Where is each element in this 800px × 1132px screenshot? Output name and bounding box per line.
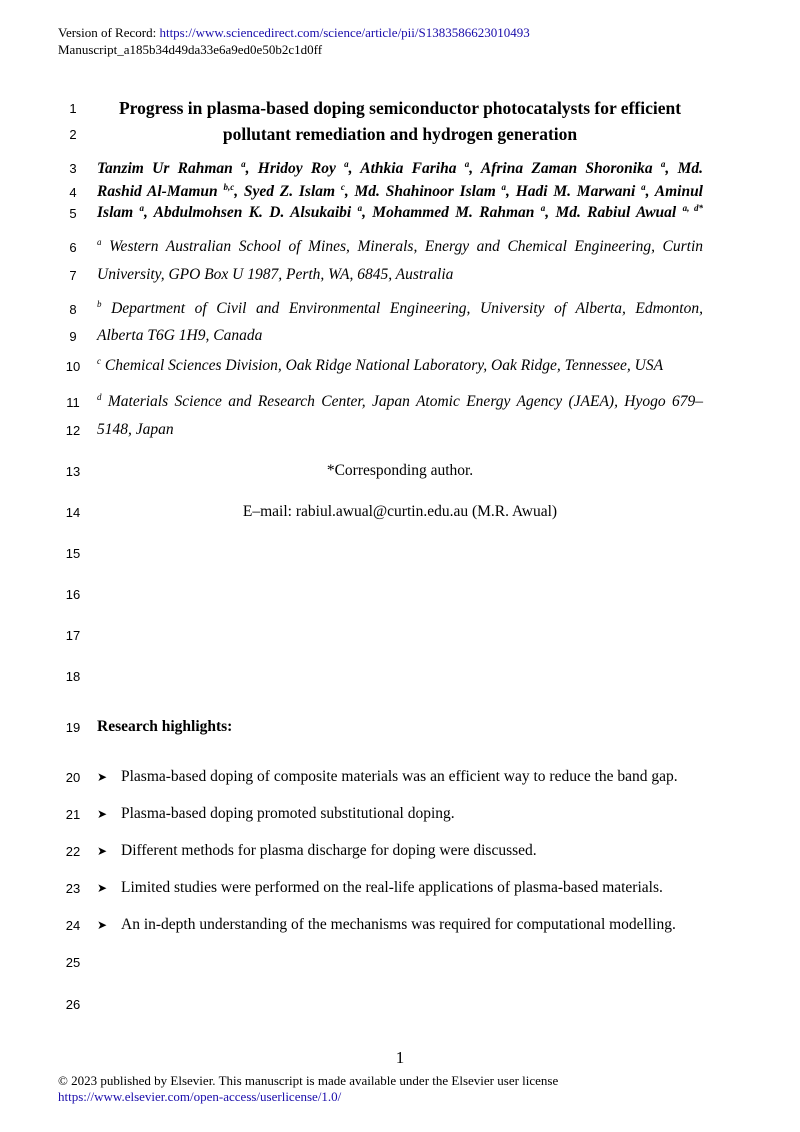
author-name: , Syed Z. Islam [234, 183, 341, 200]
author-list-line [97, 183, 703, 201]
author-name: Islam [97, 204, 140, 221]
affiliation-line: 5148, Japan [97, 421, 174, 438]
license-statement: © 2023 published by Elsevier. This manuscript is made available under the Elsevier user license [58, 1073, 559, 1088]
affiliation-mark: a [241, 159, 246, 169]
affiliation-text: Chemical Sciences Division, Oak Ridge National Laboratory, Oak Ridge, Tennessee, USA [101, 357, 664, 374]
paper-title-line: Progress in plasma-based doping semiconductor photocatalysts for efficient [118, 98, 682, 118]
affiliation-mark: b,c [223, 182, 235, 192]
affiliation-mark: a [97, 237, 102, 247]
highlight-item [97, 916, 676, 934]
author-list-line [97, 160, 703, 178]
line-number: 17 [65, 628, 81, 643]
affiliation-mark: a [641, 182, 646, 192]
author-list-line [97, 204, 703, 222]
line-number: 5 [69, 206, 77, 221]
affiliation-mark: a, d* [682, 203, 704, 213]
line-number: 9 [69, 329, 77, 344]
version-of-record-link[interactable]: https://www.sciencedirect.com/science/article/pii/S1383586623010493 [159, 25, 530, 40]
arrowhead-bullet-icon: ➤ [97, 770, 108, 784]
line-number: 16 [65, 587, 81, 602]
affiliation-mark: a [501, 182, 507, 192]
affiliation-mark: c [97, 356, 101, 366]
highlight-item [97, 842, 537, 860]
affiliation-mark: a [540, 203, 546, 213]
line-number: 14 [65, 505, 81, 520]
affiliation-text: Department of Civil and Environmental Engineering, University of Alberta, Edmonton, [101, 300, 703, 317]
affiliation-mark: c [340, 182, 345, 192]
highlight-text: Plasma-based doping promoted substitutional doping. [121, 805, 455, 822]
author-name: , Athkia Fariha [348, 160, 465, 177]
line-number: 21 [65, 807, 81, 822]
line-number: 7 [69, 268, 77, 283]
highlight-item [97, 805, 455, 823]
arrowhead-bullet-icon: ➤ [97, 918, 108, 932]
manuscript-id: Manuscript_a185b34d49da33e6a9ed0e50b2c1d0ff [58, 42, 323, 57]
affiliation-line: University, GPO Box U 1987, Perth, WA, 6845, Australia [97, 266, 454, 283]
line-number: 18 [65, 669, 81, 684]
highlight-text: An in-depth understanding of the mechanisms was required for computational modelling. [121, 916, 676, 933]
author-name: Rashid Al-Mamun [97, 183, 224, 200]
arrowhead-bullet-icon: ➤ [97, 807, 108, 821]
line-number: 25 [65, 955, 81, 970]
author-name: , Mohammed M. Rahman [362, 204, 541, 221]
author-name: , Md. Shahinoor Islam [344, 183, 502, 200]
version-label: Version of Record: [58, 25, 160, 40]
affiliation-mark: a [660, 159, 666, 169]
author-name: , Md. Rabiul Awual [545, 204, 683, 221]
line-number: 1 [69, 101, 77, 116]
paper-title-line: pollutant remediation and hydrogen generation [222, 124, 578, 144]
author-name: , Abdulmohsen K. D. Alsukaibi [144, 204, 358, 221]
highlight-text: Different methods for plasma discharge for doping were discussed. [121, 842, 537, 859]
version-of-record [58, 25, 530, 41]
corresponding-email: E–mail: rabiul.awual@curtin.edu.au (M.R. Awual) [242, 503, 558, 520]
corresponding-author-label: *Corresponding author. [326, 462, 474, 479]
line-number: 6 [69, 240, 77, 255]
line-number: 15 [65, 546, 81, 561]
affiliation-text: Western Australian School of Mines, Minerals, Energy and Chemical Engineering, Curtin [101, 238, 703, 255]
line-number: 22 [65, 844, 81, 859]
author-name: , Hadi M. Marwani [506, 183, 642, 200]
license-link[interactable]: https://www.elsevier.com/open-access/userlicense/1.0/ [58, 1089, 342, 1104]
affiliation-mark: a [139, 203, 145, 213]
line-number: 13 [65, 464, 81, 479]
line-number: 10 [65, 359, 81, 374]
author-name: Tanzim Ur Rahman [97, 160, 242, 177]
affiliation-line [97, 238, 703, 256]
affiliation-line: Alberta T6G 1H9, Canada [97, 327, 263, 344]
affiliation-mark: a [357, 203, 363, 213]
line-number: 2 [69, 127, 77, 142]
author-name: , Aminul [645, 183, 703, 200]
author-name: , Md. [665, 160, 703, 177]
highlight-item [97, 879, 663, 897]
line-number: 23 [65, 881, 81, 896]
affiliation-line [97, 393, 703, 411]
affiliation-mark: a [464, 159, 470, 169]
highlight-text: Limited studies were performed on the real-life applications of plasma-based materials. [121, 879, 663, 896]
affiliation-text: Materials Science and Research Center, Japan Atomic Energy Agency (JAEA), Hyogo 679– [101, 393, 703, 410]
line-number: 8 [69, 302, 77, 317]
line-number: 3 [69, 161, 77, 176]
affiliation-mark: b [97, 299, 102, 309]
line-number: 4 [69, 185, 77, 200]
affiliation-mark: d [97, 392, 102, 402]
line-number: 24 [65, 918, 81, 933]
highlight-item [97, 768, 678, 786]
line-number: 12 [65, 423, 81, 438]
line-number: 19 [65, 720, 81, 735]
affiliation-mark: a [344, 159, 349, 169]
author-name: , Afrina Zaman Shoronika [469, 160, 661, 177]
page-number: 1 [395, 1048, 405, 1067]
highlight-text: Plasma-based doping of composite materials was an efficient way to reduce the band gap. [121, 768, 678, 785]
arrowhead-bullet-icon: ➤ [97, 881, 108, 895]
highlights-heading: Research highlights: [97, 718, 233, 735]
arrowhead-bullet-icon: ➤ [97, 844, 108, 858]
line-number: 26 [65, 997, 81, 1012]
affiliation-line [97, 300, 703, 318]
author-name: , Hridoy Roy [245, 160, 345, 177]
line-number: 11 [66, 395, 80, 410]
affiliation-line [97, 357, 703, 375]
line-number: 20 [65, 770, 81, 785]
